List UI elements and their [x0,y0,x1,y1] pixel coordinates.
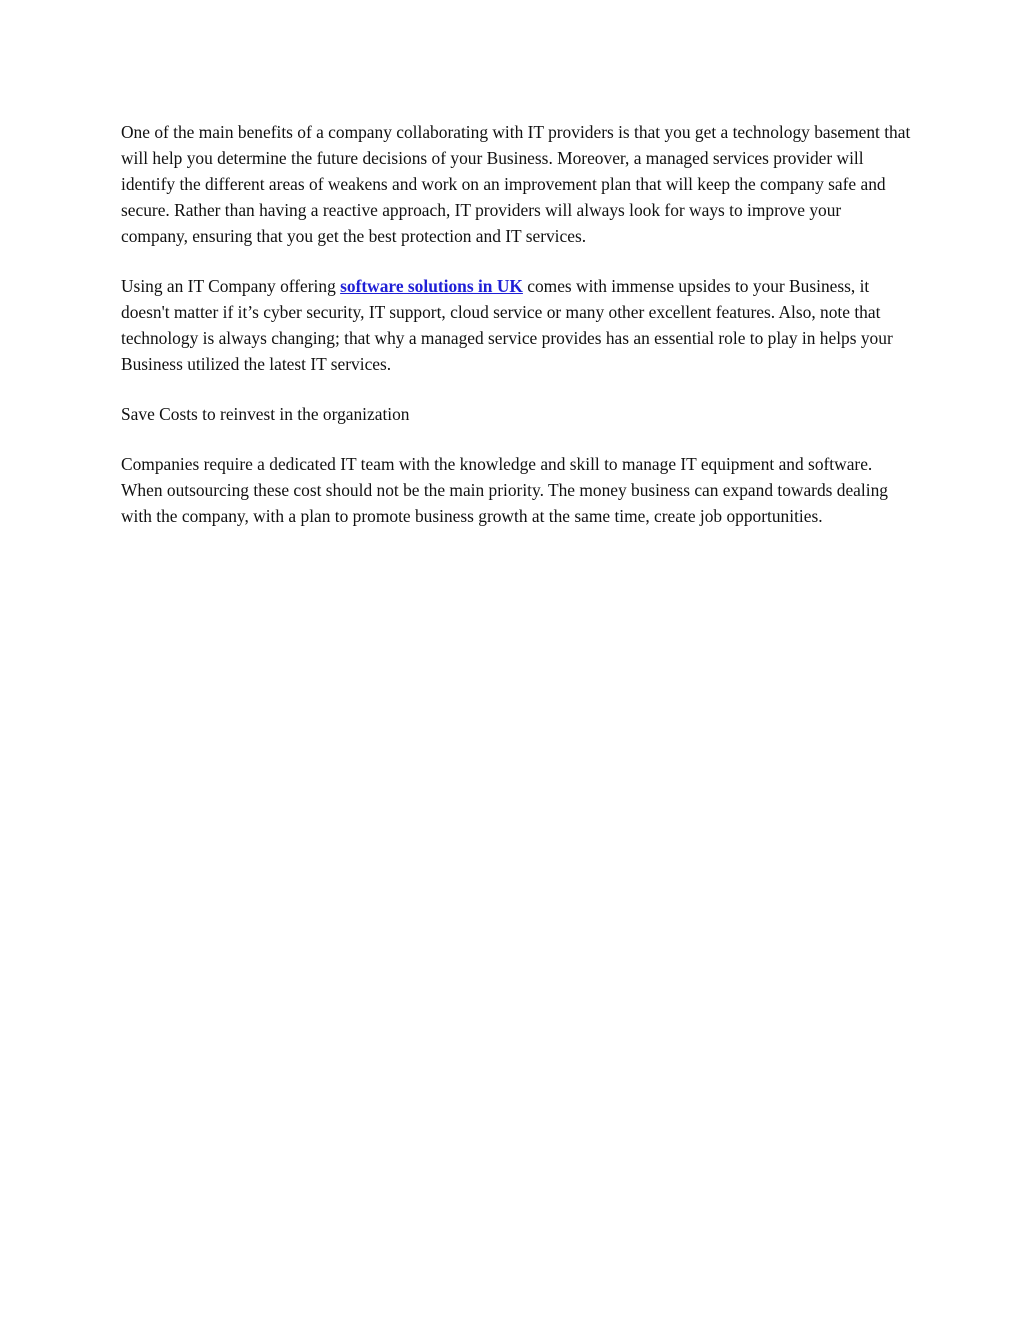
paragraph-text-after-link: comes with immense upsides to your Business, it doesn't matter if it’s cyber security, IT support, cloud service or many other excellent features. Also, note that technology is always changing; that why a managed service provides has an essential role to play in helps your Business utilized the latest IT services. [121,276,893,374]
paragraph-dedicated-it-team: Companies require a dedicated IT team with the knowledge and skill to manage IT equipment and software. When outsourcing these cost should not be the main priority. The money business can expand towards dealing with the company, with a plan to promote business growth at the same time, create job opportunities. [121,454,888,526]
document-body [121,119,911,553]
software-solutions-link[interactable]: software solutions in UK [340,276,523,296]
paragraph-text-before-link: Using an IT Company offering [121,276,341,296]
paragraph-software-solutions [121,273,911,377]
section-heading-save-costs: Save Costs to reinvest in the organization [121,404,410,424]
paragraph-it-providers-benefits: One of the main benefits of a company collaborating with IT providers is that you get a technology basement that will help you determine the future decisions of your Business. Moreover, a managed services provider will identify the different areas of weakens and work on an improvement plan that will keep the company safe and secure. Rather than having a reactive approach, IT providers will always look for ways to improve your company, ensuring that you get the best protection and IT services. [121,122,911,246]
